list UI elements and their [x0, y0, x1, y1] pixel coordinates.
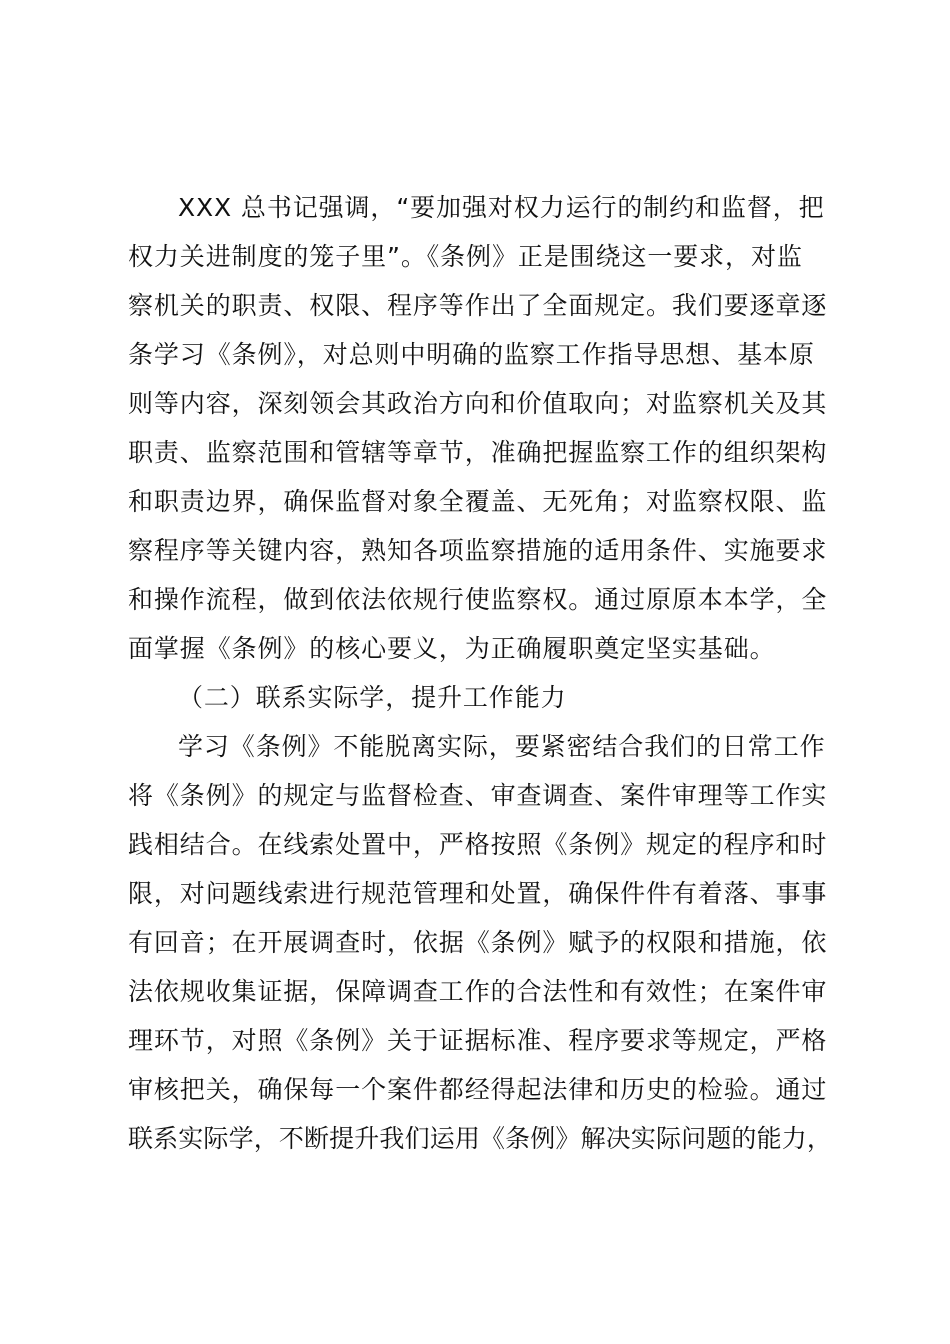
paragraph-2-line-5: 有回音；在开展调查时，依据《条例》赋予的权限和措施，依	[128, 928, 828, 957]
section-heading-2: （二）联系实际学，提升工作能力	[178, 683, 567, 712]
paragraph-1-line-8: 察程序等关键内容，熟知各项监察措施的适用条件、实施要求	[128, 536, 828, 565]
paragraph-2-line-6: 法依规收集证据，保障调查工作的合法性和有效性；在案件审	[128, 977, 828, 1006]
paragraph-2-line-3: 践相结合。在线索处置中，严格按照《条例》规定的程序和时	[128, 830, 828, 859]
paragraph-1-line-2: 权力关进制度的笼子里”。《条例》正是围绕这一要求，对监	[128, 242, 803, 271]
paragraph-2-line-8: 审核把关，确保每一个案件都经得起法律和历史的检验。通过	[128, 1075, 828, 1104]
document-body	[128, 183, 832, 1163]
paragraph-1-line-9: 和操作流程，做到依法依规行使监察权。通过原原本本学，全	[128, 585, 828, 614]
paragraph-1-line-3: 察机关的职责、权限、程序等作出了全面规定。我们要逐章逐	[128, 291, 828, 320]
paragraph-1-line-6: 职责、监察范围和管辖等章节，准确把握监察工作的组织架构	[128, 438, 828, 467]
paragraph-2-line-2: 将《条例》的规定与监督检查、审查调查、案件审理等工作实	[128, 781, 828, 810]
paragraph-2-line-1: 学习《条例》不能脱离实际，要紧密结合我们的日常工作	[178, 732, 826, 761]
paragraph-1-line-5: 则等内容，深刻领会其政治方向和价值取向；对监察机关及其	[128, 389, 828, 418]
paragraph-2-line-4: 限，对问题线索进行规范管理和处置，确保件件有着落、事事	[128, 879, 828, 908]
paragraph-1	[128, 183, 832, 673]
paragraph-1-line-1: XXX 总书记强调，“要加强对权力运行的制约和监督，把	[178, 193, 825, 222]
paragraph-2	[128, 722, 832, 1163]
paragraph-2-line-7: 理环节，对照《条例》关于证据标准、程序要求等规定，严格	[128, 1026, 828, 1055]
paragraph-1-line-10: 面掌握《条例》的核心要义，为正确履职奠定坚实基础。	[128, 634, 776, 663]
paragraph-1-line-4: 条学习《条例》，对总则中明确的监察工作指导思想、基本原	[128, 340, 815, 369]
paragraph-2-line-9: 联系实际学，不断提升我们运用《条例》解决实际问题的能力，	[128, 1124, 832, 1153]
paragraph-1-line-7: 和职责边界，确保监督对象全覆盖、无死角；对监察权限、监	[128, 487, 828, 516]
